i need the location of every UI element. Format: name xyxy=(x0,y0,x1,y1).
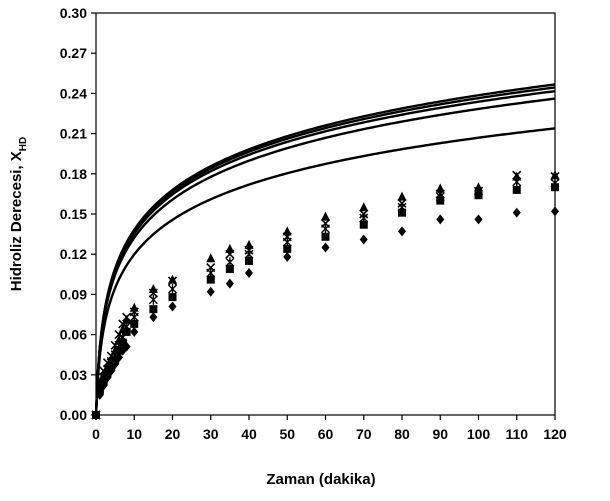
data-point-asterisk xyxy=(551,178,559,188)
data-point-triangle xyxy=(149,284,158,293)
data-point-diamond xyxy=(513,208,521,218)
data-point-triangle xyxy=(168,275,177,284)
x-tick-label: 10 xyxy=(126,426,143,442)
data-point-diamond xyxy=(226,279,234,289)
x-axis-label: Zaman (dakika) xyxy=(266,471,376,488)
data-point-diamond xyxy=(207,287,215,297)
x-tick-label: 50 xyxy=(279,426,296,442)
y-tick-label: 0.06 xyxy=(59,326,87,343)
y-tick-label: 0.21 xyxy=(59,125,87,142)
y-tick-label: 0.27 xyxy=(59,45,87,62)
y-tick-label: 0.24 xyxy=(59,85,87,102)
data-point-square xyxy=(322,233,330,241)
data-point-diamond xyxy=(398,226,406,236)
data-point-asterisk xyxy=(245,249,253,259)
x-tick-label: 120 xyxy=(543,426,567,442)
x-tick-label: 30 xyxy=(202,426,219,442)
data-point-triangle xyxy=(206,253,215,262)
x-tick-label: 20 xyxy=(164,426,181,442)
data-point-asterisk xyxy=(322,224,330,234)
data-point-diamond xyxy=(436,214,444,224)
data-point-diamond xyxy=(551,206,559,216)
data-point-square xyxy=(513,186,521,194)
axes xyxy=(60,5,567,442)
data-point-asterisk xyxy=(169,284,177,294)
data-point-square xyxy=(169,293,177,301)
x-tick-label: 100 xyxy=(466,426,491,442)
fit-curve-5 xyxy=(96,91,555,415)
data-point-diamond xyxy=(322,243,330,253)
data-point-asterisk xyxy=(360,213,368,223)
fit-curve-2 xyxy=(96,99,555,415)
x-tick-label: 70 xyxy=(355,426,372,442)
data-point-triangle xyxy=(551,170,560,179)
fit-curve-1 xyxy=(96,128,555,415)
data-point-triangle xyxy=(130,303,139,312)
data-point-asterisk xyxy=(283,237,291,247)
data-point-asterisk xyxy=(513,177,521,187)
data-point-asterisk xyxy=(398,202,406,212)
data-point-diamond xyxy=(283,252,291,262)
y-axis-label-main: Hidroliz Derecesi, X xyxy=(8,151,25,292)
y-tick-label: 0.03 xyxy=(59,366,87,383)
x-tick-label: 90 xyxy=(432,426,449,442)
data-point-diamond xyxy=(130,327,138,337)
data-point-asterisk xyxy=(226,257,234,267)
x-tick-label: 0 xyxy=(92,426,100,442)
x-tick-label: 80 xyxy=(394,426,410,442)
y-tick-label: 0.12 xyxy=(59,246,87,263)
y-tick-label: 0.09 xyxy=(59,286,87,303)
data-point-square xyxy=(149,305,157,313)
data-point-diamond xyxy=(475,214,483,224)
data-point-diamond xyxy=(169,301,177,311)
data-point-diamond xyxy=(149,312,157,322)
y-tick-label: 0.00 xyxy=(59,407,87,423)
y-tick-label: 0.15 xyxy=(59,206,87,222)
y-tick-label: 0.18 xyxy=(59,165,87,182)
data-point-asterisk xyxy=(475,186,483,196)
data-point-asterisk xyxy=(149,295,157,305)
data-point-diamond xyxy=(245,268,253,278)
y-axis-label-subscript: HD xyxy=(18,136,29,152)
data-point-asterisk xyxy=(130,312,138,322)
data-point-diamond xyxy=(360,234,368,244)
x-tick-label: 110 xyxy=(505,426,529,442)
y-axis-label xyxy=(8,137,29,292)
data-point-asterisk xyxy=(207,268,215,278)
y-tick-label: 0.30 xyxy=(59,5,87,21)
x-tick-label: 60 xyxy=(317,426,334,442)
x-tick-label: 40 xyxy=(241,426,257,442)
